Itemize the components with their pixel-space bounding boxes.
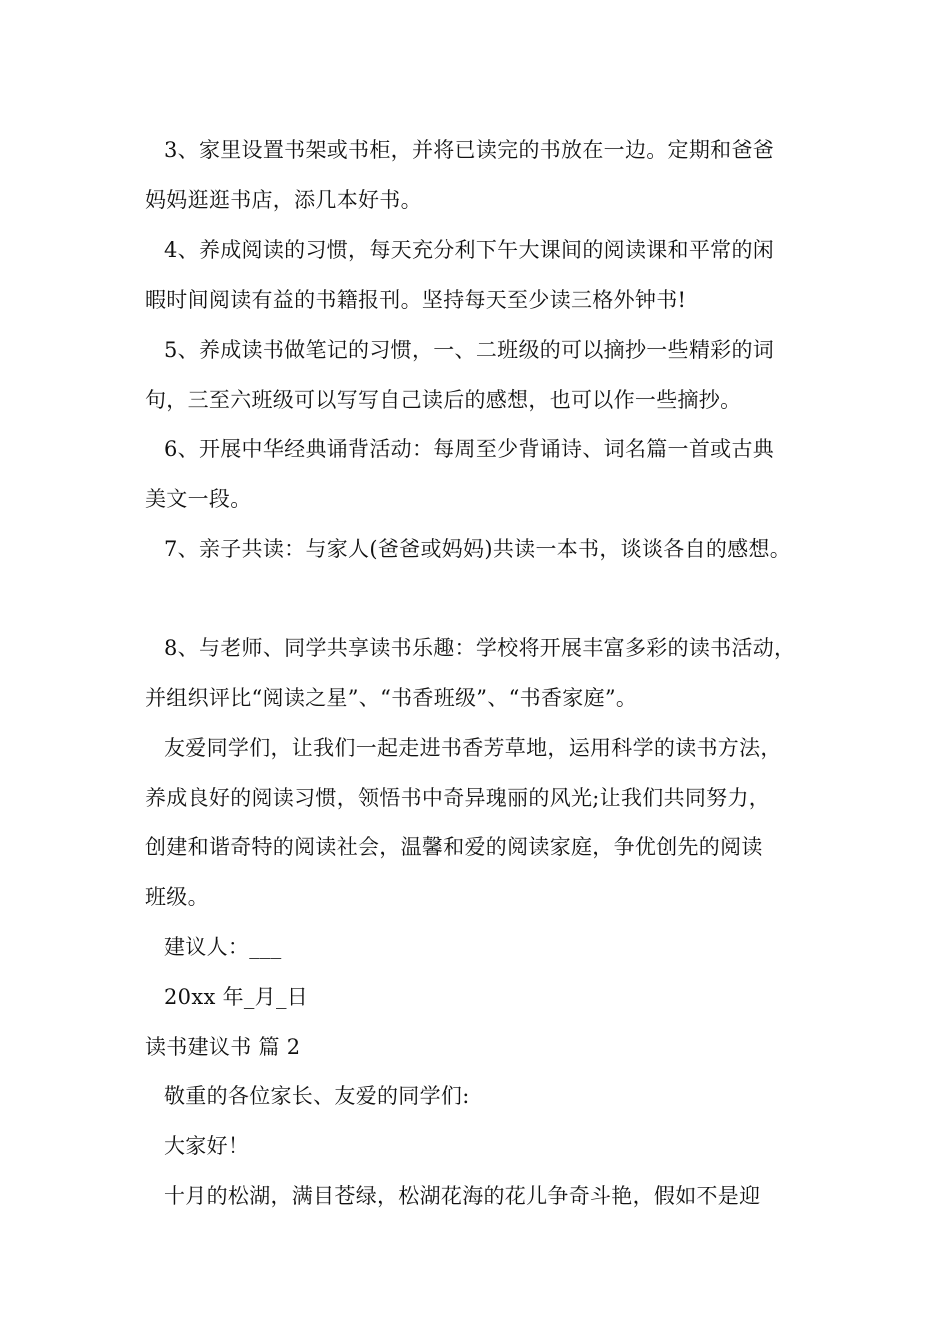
paragraph-line: 暇时间阅读有益的书籍报刊。坚持每天至少读三格外钟书! xyxy=(145,288,687,312)
paragraph-line: 十月的松湖，满目苍绿，松湖花海的花儿争奇斗艳，假如不是迎 xyxy=(164,1184,761,1208)
greeting-line: 大家好！ xyxy=(164,1134,250,1158)
signature-line: 建议人：___ xyxy=(164,935,282,959)
paragraph-line: 妈妈逛逛书店，添几本好书。 xyxy=(145,188,422,212)
paragraph-line: 班级。 xyxy=(145,885,209,909)
paragraph-line: 友爱同学们，让我们一起走进书香芳草地，运用科学的读书方法， xyxy=(164,736,782,760)
salutation-line: 敬重的各位家长、友爱的同学们: xyxy=(164,1084,470,1108)
paragraph-line: 并组织评比“阅读之星”、“书香班级”、“书香家庭”。 xyxy=(145,686,638,710)
paragraph-line: 8、与老师、同学共享读书乐趣：学校将开展丰富多彩的读书活动， xyxy=(164,636,796,660)
paragraph-line: 6、开展中华经典诵背活动：每周至少背诵诗、词名篇一首或古典 xyxy=(164,437,775,461)
section-title: 读书建议书 篇 2 xyxy=(145,1035,301,1059)
paragraph-line: 7、亲子共读：与家人(爸爸或妈妈)共读一本书，谈谈各自的感想。 xyxy=(164,537,792,561)
paragraph-line: 美文一段。 xyxy=(145,487,252,511)
paragraph-line: 创建和谐奇特的阅读社会，温馨和爱的阅读家庭，争优创先的阅读 xyxy=(145,835,763,859)
date-line: 20xx 年_月_日 xyxy=(164,985,309,1009)
paragraph-line: 3、家里设置书架或书柜，并将已读完的书放在一边。定期和爸爸 xyxy=(164,138,775,162)
paragraph-line: 养成良好的阅读习惯，领悟书中奇异瑰丽的风光;让我们共同努力， xyxy=(145,786,771,810)
paragraph-line: 4、养成阅读的习惯，每天充分利下午大课间的阅读课和平常的闲 xyxy=(164,238,775,262)
paragraph-line: 5、养成读书做笔记的习惯，一、二班级的可以摘抄一些精彩的词 xyxy=(164,338,775,362)
paragraph-line: 句，三至六班级可以写写自己读后的感想，也可以作一些摘抄。 xyxy=(145,388,742,412)
